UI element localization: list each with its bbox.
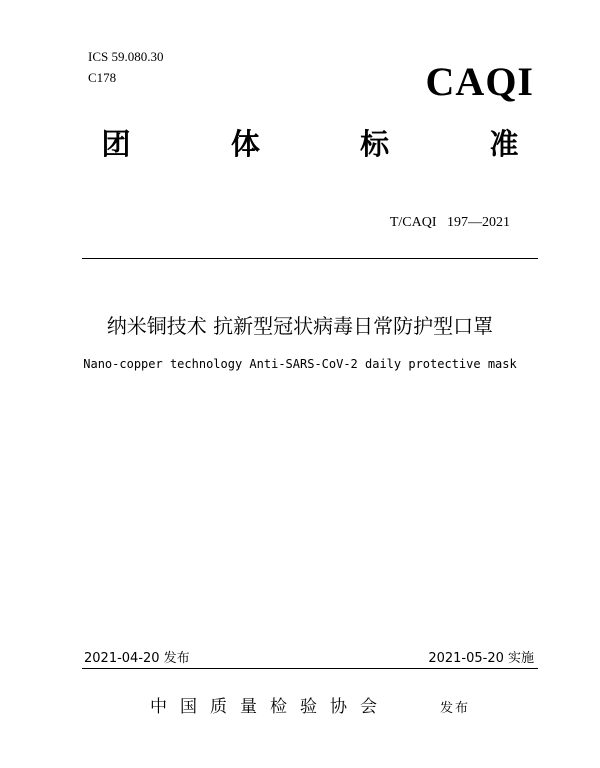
caqi-logo: CAQI <box>425 59 534 104</box>
issuing-organization: 中国质量检验协会 <box>150 697 390 717</box>
standard-number: T/CAQI 197—2021 <box>389 215 510 230</box>
ics-code: ICS 59.080.30 <box>88 49 164 64</box>
implementation-date: 2021-05-20 实施 <box>428 651 534 666</box>
standard-type-char-1: 团 <box>101 127 131 161</box>
standard-type-char-4: 准 <box>489 127 519 161</box>
standard-type-char-3: 标 <box>360 127 390 161</box>
ccs-code: C178 <box>88 70 117 85</box>
document-title-chinese: 纳米铜技术 抗新型冠状病毒日常防护型口罩 <box>106 314 494 338</box>
issue-label: 发布 <box>440 701 471 716</box>
top-divider <box>82 258 538 259</box>
bottom-divider <box>82 668 538 669</box>
issue-date: 2021-04-20 发布 <box>84 651 190 666</box>
document-title-english: Nano-copper technology Anti-SARS-CoV-2 daily protective mask <box>83 357 517 371</box>
standard-type-char-2: 体 <box>230 127 260 161</box>
standard-type-heading <box>100 124 520 164</box>
